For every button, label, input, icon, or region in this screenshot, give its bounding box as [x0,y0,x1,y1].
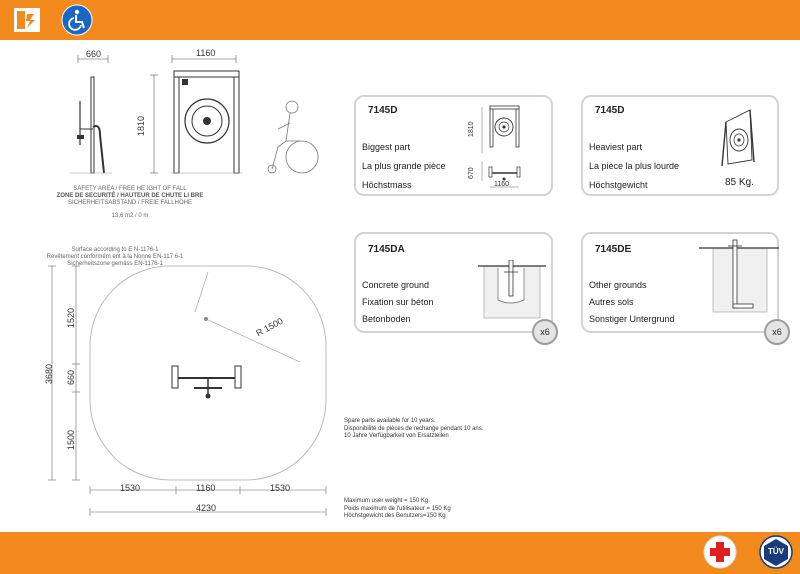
card-line1: Concrete ground [362,280,430,290]
safety-value: 13,6 m2 / 0 m [111,213,149,219]
card-weight: 85 Kg. [725,177,754,188]
plan-dim-bottom: 1500 [66,429,76,450]
dim-front-width: 1160 [196,48,216,58]
plan-dim-total-height: 3680 [44,363,54,384]
card-line2: La plus grande pièce [362,161,446,171]
weight-line2: Poids maximum de l'utilisateur = 150 Kg [344,505,451,512]
spare-line1: Spare parts available for 10 years. [344,418,436,424]
heaviest-part-drawing [708,102,768,170]
biggest-part-drawing [464,103,552,193]
card-code: 7145DA [368,244,405,255]
card-line1: Biggest part [362,142,411,152]
spare-line2: Disponibilité de pièces de rechange pendant 10 ans. [344,425,484,432]
footer-bar [0,532,800,574]
dim-side-width: 660 [86,49,102,59]
surface-line3: Sicherheitszone gemäss EN-1176-1 [67,261,163,267]
tuv-certification-icon [759,535,793,569]
concrete-anchor-drawing [478,260,548,324]
card-line2: La pièce la plus lourde [589,161,680,171]
card-line3: Höchstgewicht [589,180,648,190]
card-code: 7145D [595,105,625,116]
safety-line1: SAFETY AREA / FREE HE IGHT OF FALL [73,186,187,192]
safety-line2: ZONE DE SECURITÉ / HAUTEUR DE CHUTE LI BRE [56,193,204,199]
header-bar [0,0,800,40]
exit-logo-icon [12,6,42,34]
card-dim-width: 1160 [494,181,510,188]
card-line3: Sonstiger Untergrund [589,314,675,324]
card-line1: Heaviest part [589,142,643,152]
surface-line2: Revêtement conformém ent à la Nonne EN-117 6-1 [46,254,184,260]
elevation-drawing [60,45,330,185]
card-dim-depth: 670 [468,167,475,179]
safety-line3: SICHERHEITSABSTAND / FREIE FALLHÖHE [68,200,192,206]
card-line2: Autres sols [589,297,634,307]
card-line3: Betonboden [362,314,411,324]
card-other-grounds [581,232,782,337]
card-line1: Other grounds [589,280,647,290]
card-biggest-part [354,95,553,196]
safety-area-note [40,186,220,220]
dim-height: 1810 [136,115,146,136]
card-code: 7145D [368,105,398,116]
spare-parts-note [344,418,483,441]
surface-line1: Surface according to E N-1176-1 [71,247,159,253]
first-aid-cross-icon [703,535,737,569]
max-weight-note [344,498,451,521]
quantity-badge: x6 [532,319,558,345]
card-dim-height: 1810 [468,121,475,137]
ground-anchor-drawing [699,238,779,316]
plan-dim-mid: 660 [66,369,76,385]
plan-dim-top: 1520 [66,307,76,328]
plan-dim-total-width: 4230 [196,503,217,513]
weight-line3: Höchstgewicht des Benutzers=150 Kg [344,513,446,519]
plan-drawing [40,262,340,524]
weight-line1: Maximum user weight = 150 Kg. [344,498,430,504]
plan-dim-center: 1160 [196,483,216,493]
plan-dim-right: 1530 [270,483,291,493]
tuv-label: TÜV [768,547,784,556]
wheelchair-accessibility-icon [61,4,93,36]
card-heaviest-part [581,95,779,196]
plan-dim-left: 1530 [120,483,141,493]
spare-line3: 10 Jahre Verfügbarkeit von Ersatzteilen [344,433,449,439]
card-code: 7145DE [595,244,632,255]
plan-radius-label: R 1500 [254,315,285,339]
card-line2: Fixation sur béton [362,297,434,307]
card-concrete-ground [354,232,553,337]
card-line3: Höchstmass [362,180,412,190]
quantity-badge: x6 [764,319,790,345]
